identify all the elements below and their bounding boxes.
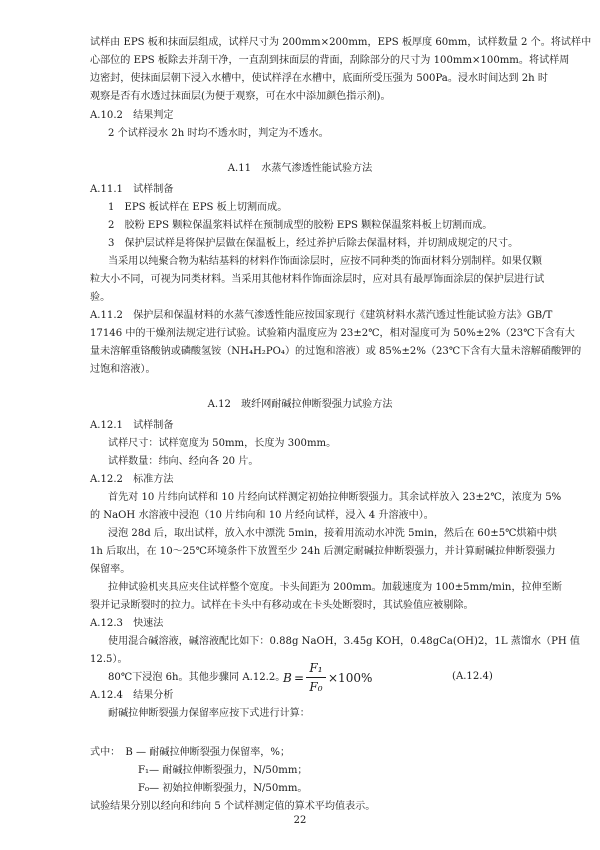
text-line: A.11.2 保护层和保温材料的水蒸气渗透性能应按国家现行《建筑材料水蒸汽透过性能试验方法》GB/T [90,310,553,321]
text-line: 2 胶粉 EPS 颗粒保温浆料试样在预制成型的胶粉 EPS 颗粒保温浆料板上切割而成。 [108,220,493,231]
formula-multiplier: ×100% [328,671,373,685]
formula-denominator: F₀ [309,680,323,694]
fraction-bar [306,677,326,678]
text-line: A.12.2 标准方法 [90,474,174,485]
text-line: 拉伸试验机夹具应夹住试样整个宽度。卡头间距为 200mm。加载速度为 100±5mm/min，拉伸至断 [108,582,562,593]
section-heading: A.11 水蒸气渗透性能试验方法 [227,163,373,174]
text-line: 17146 中的干燥剂法规定进行试验。试验箱内温度应为 23±2℃，相对湿度可为 50%±2%（23℃下含有大 [90,328,575,339]
text-line: A.11.1 试样制备 [90,184,174,195]
text-line: 首先对 10 片纬向试样和 10 片经向试样测定初始拉伸断裂强力。其余试样放入 23±2℃，浓度为 5% [108,492,562,503]
formula-lhs: B [283,671,292,685]
text-line: 过饱和溶液）。 [90,364,156,375]
text-line: 12.5）。 [90,654,128,665]
text-line: 80℃下浸泡 6h。其他步骤同 A.12.2。 [108,672,286,683]
section-heading: A.12 玻纤网耐碱拉伸断裂强力试验方法 [207,399,393,410]
text-line: 粒大小不同，可视为同类材料。当采用其他材料作饰面涂层时，应对具有最厚饰面涂层的保护层进行试 [90,274,545,285]
text-line: A.12.3 快速法 [90,618,164,629]
text-line: 浸泡 28d 后，取出试样，放入水中漂洗 5min，接着用流动水冲洗 5min，然后在 60±5℃烘箱中烘 [108,528,557,539]
formula-numerator: F₁ [309,661,323,675]
text-line: A.10.2 结果判定 [90,110,174,121]
text-line: F₁— 耐碱拉伸断裂强力，N/50mm； [138,765,308,776]
text-line: 使用混合碱溶液，碱溶液配比如下：0.88g NaOH，3.45g KOH，0.48gCa(OH)2，1L 蒸馏水（PH 值 [108,636,580,647]
formula-number: (A.12.4) [452,671,493,682]
text-line: 量未溶解重铬酸钠或磷酸氢铵（NH₄H₂PO₄）的过饱和溶液）或 85%±2%（23℃下含有大量未溶解硝酸钾的 [90,346,582,357]
text-line: 耐碱拉伸断裂强力保留率应按下式进行计算： [108,708,310,719]
text-line: 当采用以纯聚合物为粘结基料的材料作饰面涂层时，应按不同种类的饰面材料分别制样。如果仅颗 [108,256,543,267]
formula-fraction [306,660,326,695]
text-line: 试样数量：纬向、经向各 20 片。 [108,456,259,467]
text-line: 3 保护层试样是将保护层做在保温板上，经过养护后除去保温材料，并切割成规定的尺寸。 [108,238,519,249]
text-line: 裂并记录断裂时的拉力。试样在卡头中有移动或在卡头处断裂时，其试验值应被剔除。 [90,600,474,611]
formula-a-12-4 [0,658,600,698]
text-line: 试样由 EPS 板和抹面层组成，试样尺寸为 200mm×200mm，EPS 板厚度 60mm，试样数量 2 个。将试样中 [90,37,592,48]
text-line: 保留率。 [90,564,131,575]
formula-equals: = [294,671,305,685]
text-line: 试验结果分别以经向和纬向 5 个试样测定值的算术平均值表示。 [90,801,376,812]
text-line: 观察是否有水透过抹面层(为便于观察，可在水中添加颜色指示剂)。 [90,91,391,102]
page-number: 22 [293,815,307,826]
text-line: 试样尺寸：试样宽度为 50mm，长度为 300mm。 [108,438,337,449]
text-line: 1h 后取出，在 10～25℃环境条件下放置至少 24h 后测定耐碱拉伸断裂强力，并计算耐碱拉伸断裂强力 [90,546,556,557]
text-line: 的 NaOH 水溶液中浸泡（10 片纬向和 10 片经向试样，浸入 4 升溶液中）。 [90,510,434,521]
text-line: F₀— 初始拉伸断裂强力，N/50mm。 [138,783,308,794]
text-line: A.12.1 试样制备 [90,420,174,431]
text-line: 式中： B — 耐碱拉伸断裂强力保留率，%； [90,747,291,758]
text-line: A.12.4 结果分析 [90,690,174,701]
text-line: 边密封，使抹面层朝下浸入水槽中，使试样浮在水槽中，底面所受压强为 500Pa。浸水时间达到 2h 时 [90,73,548,84]
text-line: 验。 [90,292,111,303]
text-line: 2 个试样浸水 2h 时均不透水时，判定为不透水。 [108,128,329,139]
text-line: 1 EPS 板试样在 EPS 板上切割而成。 [108,202,288,213]
text-line: 心部位的 EPS 板除去并刮干净，一直刮到抹面层的背面，刮除部分的尺寸为 100mm×100mm。将试样周 [90,55,570,66]
